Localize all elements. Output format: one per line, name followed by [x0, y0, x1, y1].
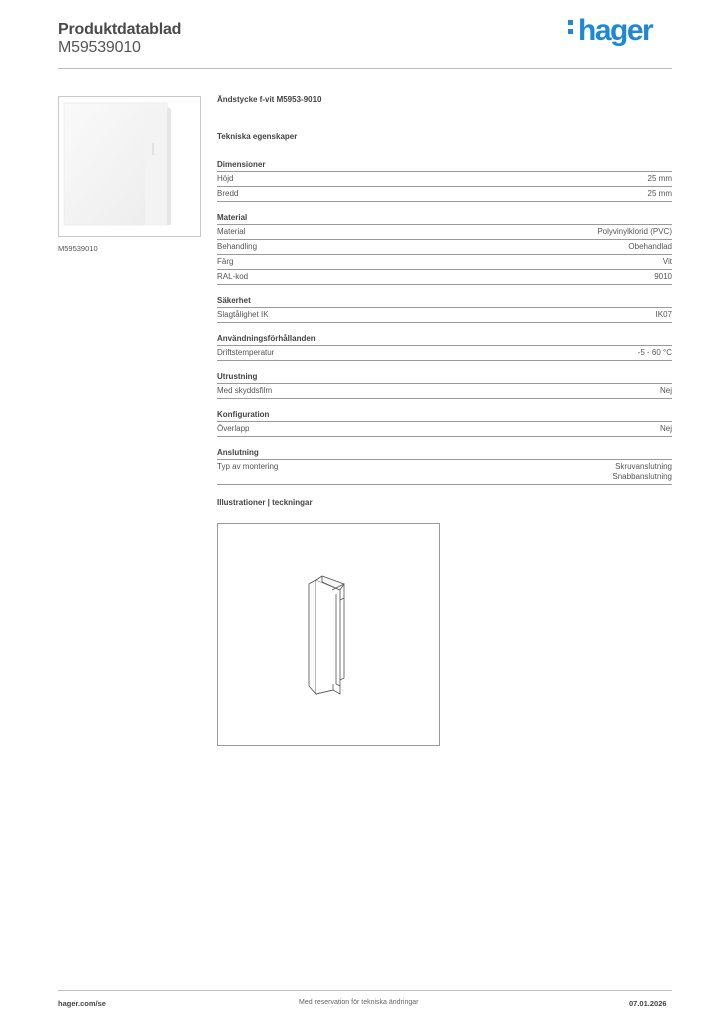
spec-group-anslutning: [217, 448, 672, 485]
spec-label: Höjd: [217, 174, 234, 183]
spec-row: [217, 240, 672, 255]
spec-group-anvandning: [217, 334, 672, 361]
spec-label: Färg: [217, 257, 234, 266]
spec-row: [217, 187, 672, 202]
spec-value-group: [612, 462, 672, 482]
spec-group-title: Säkerhet: [217, 296, 672, 308]
product-name: Ändstycke f-vit M5953-9010: [217, 95, 322, 104]
footer-divider: [58, 990, 672, 991]
spec-row: [217, 270, 672, 285]
spec-value: Skruvanslutning: [615, 462, 672, 471]
spec-value: Nej: [659, 386, 672, 395]
spec-value: 25 mm: [647, 174, 672, 183]
spec-group-konfiguration: [217, 410, 672, 437]
hager-logo: [568, 14, 652, 48]
spec-group-title: Dimensioner: [217, 160, 672, 172]
spec-value: Vit: [662, 257, 672, 266]
spec-value: Snabbanslutning: [612, 472, 672, 481]
spec-label: Med skyddsfilm: [217, 386, 273, 395]
spec-label: Behandling: [217, 242, 258, 251]
spec-group-title: Användningsförhållanden: [217, 334, 672, 346]
spec-heading: Tekniska egenskaper: [217, 132, 298, 141]
spec-row: [217, 172, 672, 187]
spec-group-sakerhet: [217, 296, 672, 323]
spec-label: Material: [217, 227, 246, 236]
spec-label: RAL-kod: [217, 272, 249, 281]
end-cap-drawing: [218, 524, 439, 745]
footer-date: 07.01.2026: [629, 999, 667, 1008]
logo-text: hager: [578, 14, 653, 47]
product-photo: [58, 96, 201, 237]
spec-value: -5 - 60 °C: [637, 348, 672, 357]
spec-group-title: Material: [217, 213, 672, 225]
product-photo-caption: M59539010: [58, 244, 98, 253]
spec-row: [217, 384, 672, 399]
spec-value: Obehandlad: [628, 242, 672, 251]
spec-row: [217, 255, 672, 270]
spec-row: [217, 422, 672, 437]
spec-group-utrustning: [217, 372, 672, 399]
spec-row: [217, 460, 672, 485]
technical-drawing: [217, 523, 440, 746]
spec-group-title: Utrustning: [217, 372, 672, 384]
spec-row: [217, 346, 672, 361]
spec-value: Nej: [659, 424, 672, 433]
document-title: Produktdatablad: [58, 21, 182, 38]
footer-website: hager.com/se: [58, 999, 106, 1008]
illustrations-heading: Illustrationer | teckningar: [217, 498, 313, 507]
spec-row: [217, 308, 672, 323]
spec-label: Driftstemperatur: [217, 348, 275, 357]
spec-value: Polyvinylklorid (PVC): [597, 227, 672, 236]
document-number: M59539010: [58, 39, 141, 56]
spec-label: Slagtålighet IK: [217, 310, 269, 319]
spec-label: Överlapp: [217, 424, 250, 433]
footer-disclaimer: Med reservation för tekniska ändringar: [299, 999, 419, 1006]
spec-group-dimensioner: [217, 160, 672, 202]
product-photo-image: [59, 97, 200, 236]
spec-row: [217, 225, 672, 240]
spec-value: 25 mm: [647, 189, 672, 198]
spec-label: Typ av montering: [217, 462, 279, 471]
spec-group-material: [217, 213, 672, 285]
spec-content: [217, 95, 672, 507]
logo-colon-icon: [568, 16, 574, 38]
spec-value: IK07: [655, 310, 672, 319]
spec-group-title: Anslutning: [217, 448, 672, 460]
spec-label: Bredd: [217, 189, 239, 198]
spec-value: 9010: [654, 272, 672, 281]
header-divider: [58, 68, 672, 69]
spec-group-title: Konfiguration: [217, 410, 672, 422]
